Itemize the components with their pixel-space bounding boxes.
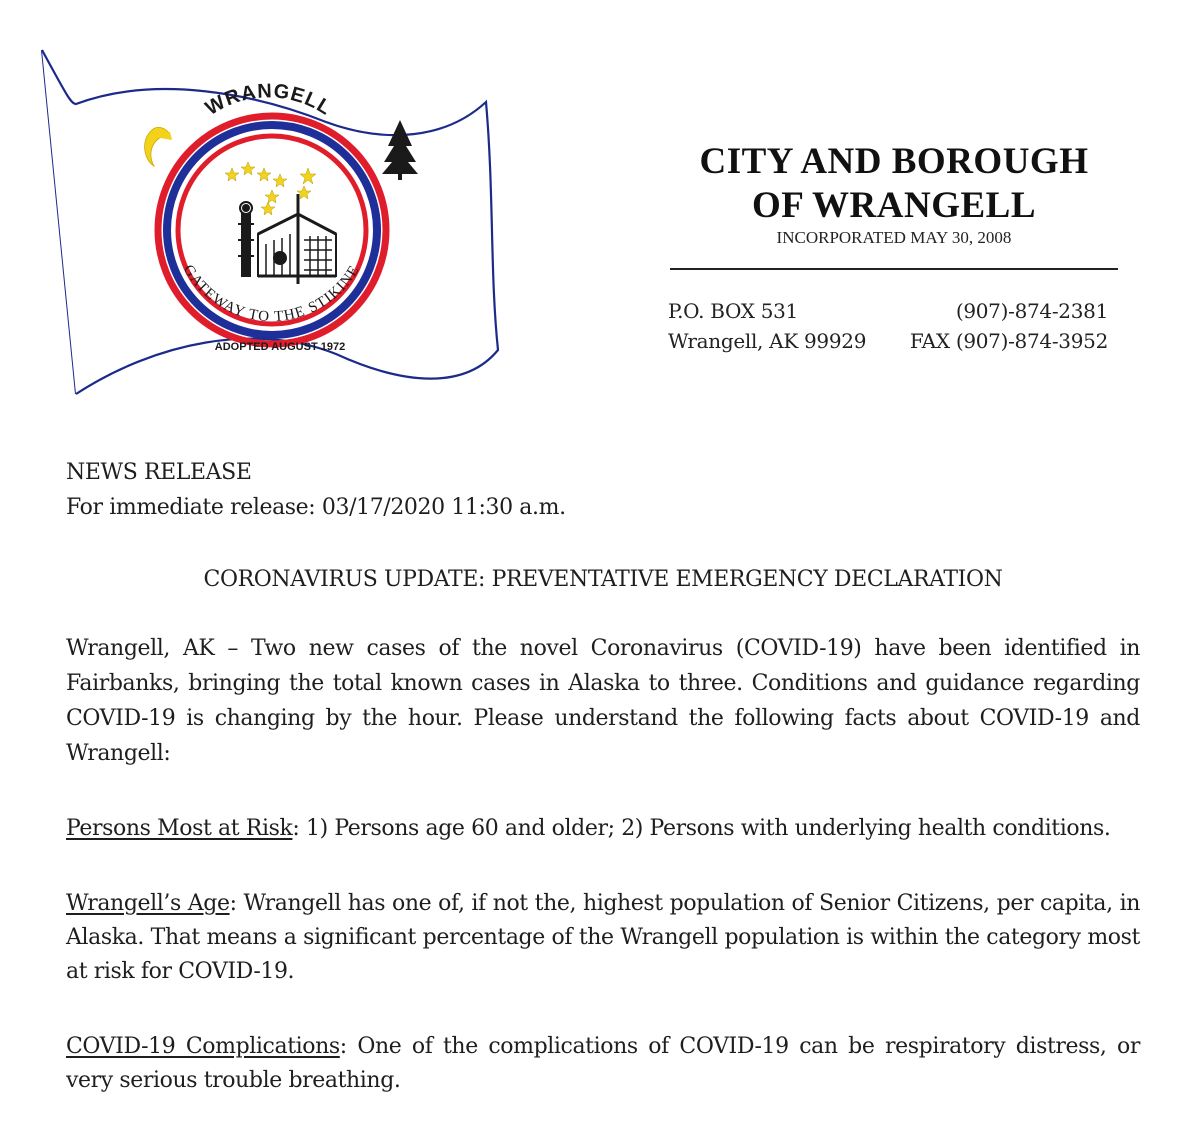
contact-block: [668, 296, 1120, 356]
letterhead-divider: [670, 268, 1118, 270]
seal-adopted-text: ADOPTED AUGUST 1972: [214, 341, 346, 353]
release-body: [66, 455, 1140, 1098]
release-label: NEWS RELEASE: [66, 460, 252, 485]
fact-text: : Wrangell has one of, if not the, highest population of Senior Citizens, per capita, in Alaska. That means a significant percentage of the Wrangell population is within the category most at risk for COVID-19.: [66, 891, 1140, 984]
release-date-line: For immediate release: 03/17/2020 11:30 a.m.: [66, 495, 566, 520]
fact-text: : One of the complications of COVID-19 can be respiratory distress, or very serious trouble breathing.: [66, 1034, 1140, 1093]
intro-paragraph: Wrangell, AK – Two new cases of the novel Coronavirus (COVID-19) have been identified in Fairbanks, bringing the total known cases in Alaska to three. Conditions and guidance regarding COVID-19 is changing by the hour. Please understand the following facts about COVID-19 and Wrangell:: [66, 636, 1140, 766]
organization-name-line2: OF WRANGELL: [751, 185, 1037, 226]
letterhead: [668, 140, 1120, 356]
fact-term: Persons Most at Risk: [66, 816, 293, 841]
wrangell-flag-seal: [36, 44, 504, 398]
fact-paragraph: [66, 1030, 1140, 1098]
fact-text: : 1) Persons age 60 and older; 2) Persons with underlying health conditions.: [292, 816, 1111, 841]
contact-row-2: [668, 326, 1108, 356]
seal-arc-bottom-text: GATEWAY TO THE STIKINE: [179, 262, 364, 326]
phone-number: (907)-874-2381: [955, 299, 1108, 323]
city-zip: Wrangell, AK 99929: [668, 329, 867, 353]
fact-term: COVID-19 Complications: [66, 1034, 340, 1059]
fact-paragraph: [66, 887, 1140, 989]
contact-row-1: [668, 296, 1108, 326]
organization-name-line1: CITY AND BOROUGH: [699, 141, 1089, 182]
seal-arc-top-text: WRANGELL: [201, 80, 336, 121]
po-box: P.O. BOX 531: [668, 299, 798, 323]
fact-paragraph: [66, 812, 1140, 846]
incorporated-date: INCORPORATED MAY 30, 2008: [776, 228, 1012, 247]
release-headline: CORONAVIRUS UPDATE: PREVENTATIVE EMERGENCY DECLARATION: [203, 567, 1003, 592]
fact-term: Wrangell’s Age: [66, 891, 230, 916]
fax-number: FAX (907)-874-3952: [909, 329, 1108, 353]
